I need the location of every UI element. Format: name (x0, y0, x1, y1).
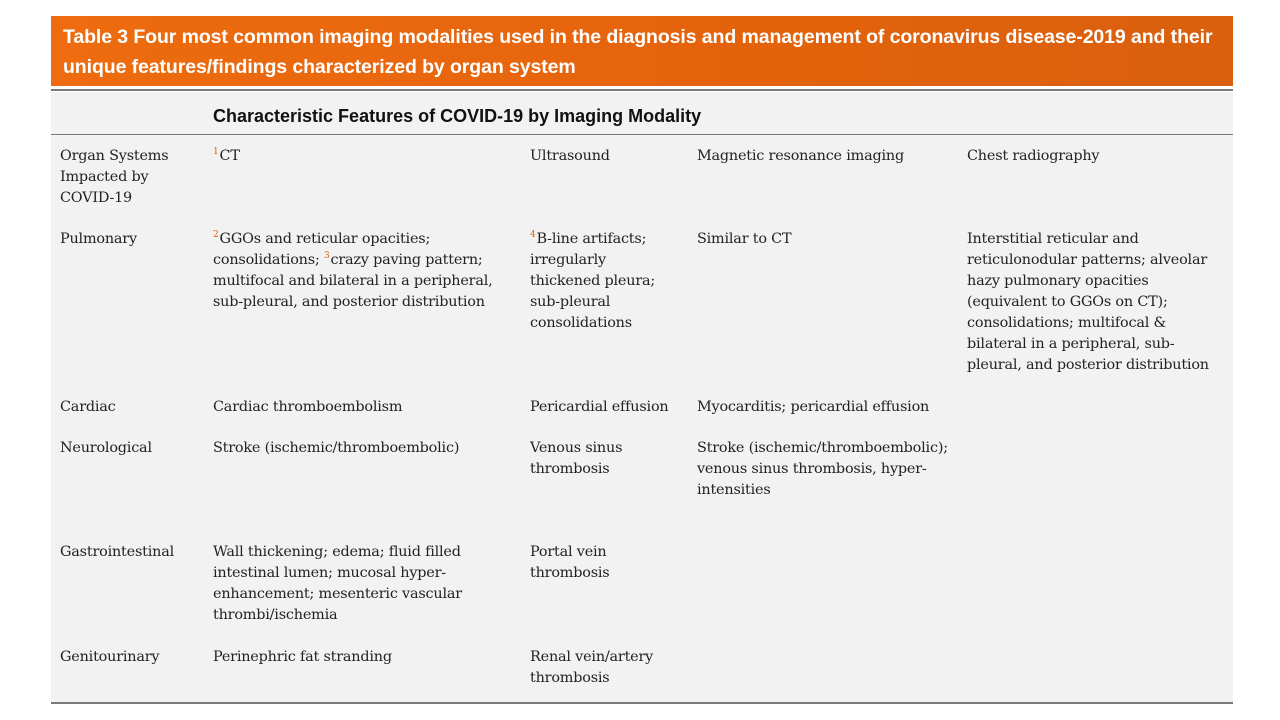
column-header-ct (213, 146, 518, 167)
cell-gastrointestinal-ultrasound: Portal vein thrombosis (530, 544, 610, 581)
cell-neurological-ct: Stroke (ischemic/thromboembolic) (213, 440, 460, 456)
table-header-rule (51, 134, 1233, 135)
table-caption-text: Table 3 Four most common imaging modalities used in the diagnosis and management of coronavirus disease-2019 and their unique features/findings characterized by organ system (63, 26, 1213, 78)
cell-neurological-ultrasound: Venous sinus thrombosis (530, 440, 623, 477)
column-header-label: Magnetic resonance imaging (697, 148, 904, 164)
cell-genitourinary-ct: Perinephric fat stranding (213, 649, 392, 665)
cell-pulmonary-mri: Similar to CT (697, 231, 792, 247)
cell-cardiac-ct: Cardiac thromboembolism (213, 399, 403, 415)
cell-text: B-line artifacts; irregularly thickened pleura; sub-pleural consolidations (530, 231, 656, 331)
row-label-gastrointestinal: Gastrointestinal (60, 544, 174, 560)
column-header-organ-systems (60, 146, 200, 209)
column-header-label: Organ Systems Impacted by COVID-19 (60, 148, 169, 206)
row-label-neurological: Neurological (60, 440, 152, 456)
cell-cardiac-ultrasound: Pericardial effusion (530, 399, 669, 415)
footnote-marker: 1 (213, 147, 219, 157)
cell-text: GGOs and reticular opacities; consolidations; (213, 231, 431, 268)
column-header-label: Chest radiography (967, 148, 1100, 164)
table-bottom-rule (51, 702, 1233, 704)
cell-neurological-mri: Stroke (ischemic/thromboembolic); venous sinus thrombosis, hyper-intensities (697, 440, 948, 498)
table-span-header: Characteristic Features of COVID-19 by Imaging Modality (213, 106, 702, 126)
cell-pulmonary-ultrasound (530, 229, 680, 334)
footnote-marker: 2 (213, 230, 219, 240)
cell-genitourinary-ultrasound: Renal vein/artery thrombosis (530, 649, 654, 686)
column-header-label: CT (219, 148, 240, 164)
cell-text: crazy paving pattern; multifocal and bilateral in a peripheral, sub-pleural, and posterior distribution (213, 252, 493, 310)
column-header-label: Ultrasound (530, 148, 610, 164)
row-label-genitourinary: Genitourinary (60, 649, 160, 665)
row-label-cardiac: Cardiac (60, 399, 116, 415)
cell-pulmonary-chest-radiography: Interstitial reticular and reticulonodular patterns; alveolar hazy pulmonary opacities (equivalent to GGOs on CT); consolidations; multifocal & bilateral in a peripheral, sub-pleural, and posterior distribution (967, 231, 1209, 373)
cell-pulmonary-ct (213, 229, 518, 313)
cell-cardiac-mri: Myocarditis; pericardial effusion (697, 399, 930, 415)
table-caption (51, 16, 1233, 86)
column-header-ultrasound (530, 146, 690, 167)
cell-gastrointestinal-ct: Wall thickening; edema; fluid filled intestinal lumen; mucosal hyper-enhancement; mesenteric vascular thrombi/ischemia (213, 544, 462, 623)
row-label-pulmonary: Pulmonary (60, 231, 137, 247)
table-top-rule (51, 89, 1233, 91)
column-header-mri (697, 146, 957, 167)
footnote-marker: 4 (530, 230, 536, 240)
column-header-chest-radiography (967, 146, 1229, 167)
footnote-marker: 3 (323, 251, 330, 261)
